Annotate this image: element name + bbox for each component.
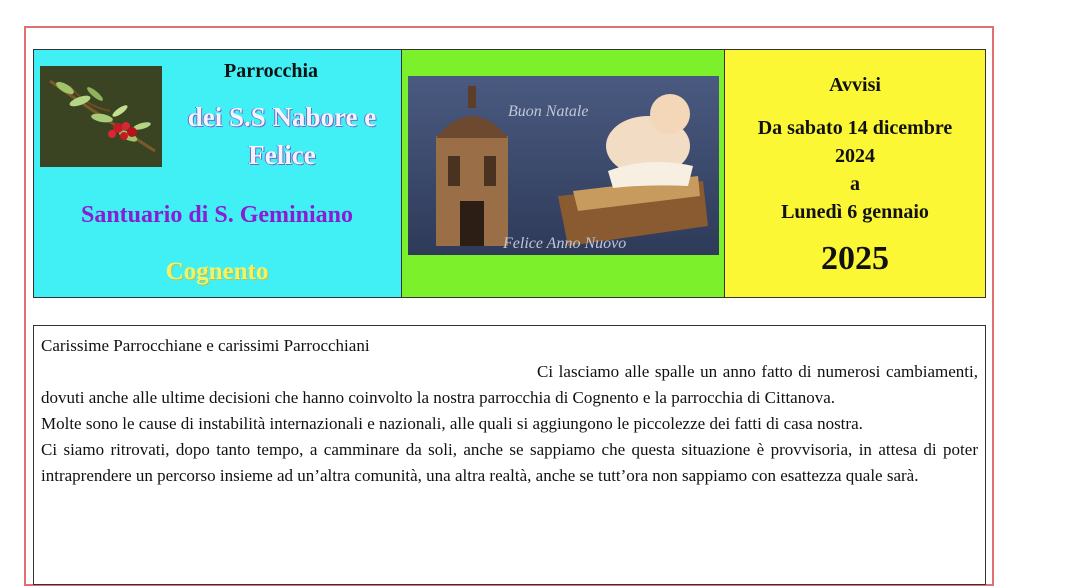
nativity-caption-bottom: Felice Anno Nuovo xyxy=(503,235,627,252)
nativity-cell xyxy=(402,50,725,297)
nativity-image xyxy=(408,76,719,255)
letter-paragraph: Molte sono le cause di instabilità internazionali e nazionali, alle quali si aggiungono le piccolezze dei fatti di casa nostra. xyxy=(41,414,863,433)
notices-line-3: a xyxy=(850,173,860,195)
notices-dates xyxy=(725,114,985,226)
parrocchia-label: Parrocchia xyxy=(224,60,319,82)
parish-cell xyxy=(34,50,402,297)
notices-cell xyxy=(725,50,985,297)
notices-title: Avvisi xyxy=(829,74,881,96)
notices-year: 2025 xyxy=(821,240,889,277)
letter-body xyxy=(33,325,986,585)
town-name: Cognento xyxy=(165,258,269,285)
notices-line-4: Lunedì 6 gennaio xyxy=(781,201,929,223)
letter-paragraph: Ci siamo ritrovati, dopo tanto tempo, a camminare da soli, anche se sappiamo che questa situazione è provvisoria, in attesa di poter intraprendere un percorso insieme ad un’altra comunità, una altra realtà, anche se tutt’ora non sappiamo con esattezza quale sarà. xyxy=(41,440,978,485)
notices-line-1: Da sabato 14 dicembre xyxy=(757,117,953,139)
header-table xyxy=(33,49,986,298)
letter-greeting: Carissime Parrocchiane e carissimi Parrocchiani xyxy=(41,336,370,355)
nativity-caption-top: Buon Natale xyxy=(508,103,589,120)
letter-paragraph: Ci lasciamo alle spalle un anno fatto di numerosi cambiamenti, dovuti anche alle ultime decisioni che hanno coinvolto la nostra parrocchia di Cognento e la parrocchia di Cittanova. xyxy=(41,362,978,407)
parish-name: dei S.S Nabore e Felice xyxy=(187,102,377,170)
olive-branch-image xyxy=(40,66,162,167)
notices-line-2: 2024 xyxy=(835,145,875,167)
sanctuary-name: Santuario di S. Geminiano xyxy=(80,202,354,228)
